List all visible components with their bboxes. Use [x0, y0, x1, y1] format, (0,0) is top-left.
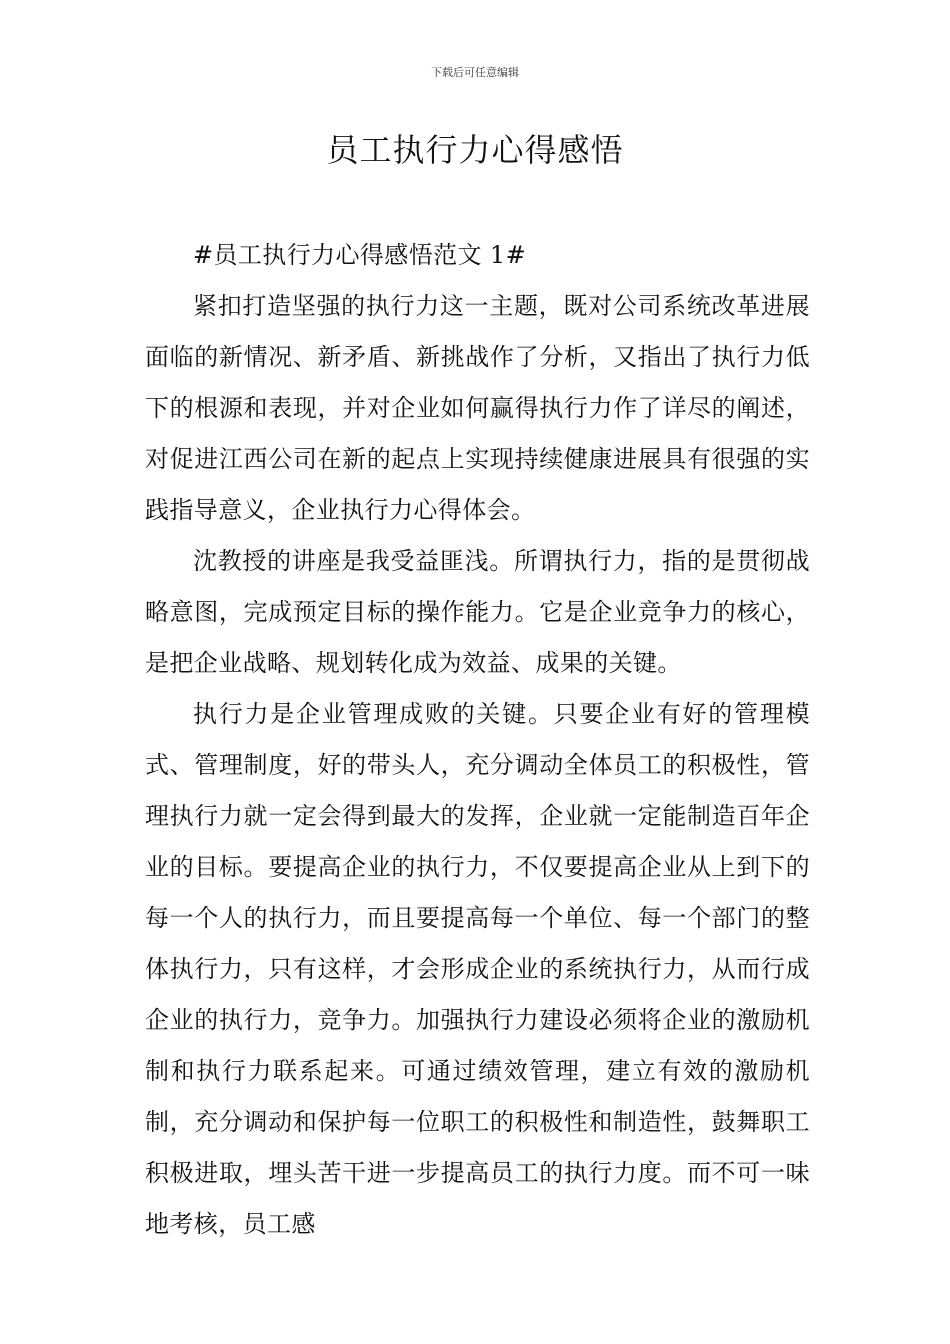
body-paragraph-3: 执行力是企业管理成败的关键。只要企业有好的管理模式、管理制度，好的带头人，充分调动全体员工的积极性，管理执行力就一定会得到最大的发挥，企业就一定能制造百年企业的目标。要提高企业的执行力，不仅要提高企业从上到下的每一个人的执行力，而且要提高每一个单位、每一个部门的整体执行力，只有这样，才会形成企业的系统执行力，从而行成企业的执行力，竞争力。加强执行力建设必须将企业的激励机制和执行力联系起来。可通过绩效管理，建立有效的激励机制，充分调动和保护每一位职工的积极性和制造性，鼓舞职工积极进取，埋头苦干进一步提高员工的执行力度。而不可一味地考核，员工感: [145, 700, 810, 1238]
body-paragraph-1: 紧扣打造坚强的执行力这一主题，既对公司系统改革进展面临的新情况、新矛盾、新挑战作了分析，又指出了执行力低下的根源和表现，并对企业如何赢得执行力作了详尽的阐述，对促进江西公司在新的起点上实现持续健康进展具有很强的实践指导意义，企业执行力心得体会。: [145, 292, 810, 524]
body-paragraph-2: 沈教授的讲座是我受益匪浅。所谓执行力，指的是贯彻战略意图，完成预定目标的操作能力。它是企业竞争力的核心，是把企业战略、规划转化成为效益、成果的关键。: [145, 547, 810, 677]
document-title: 员工执行力心得感悟: [326, 131, 624, 169]
header-note: 下载后可任意编辑: [431, 66, 519, 79]
document-body: [145, 230, 810, 1250]
section-heading: #员工执行力心得感悟范文 1#: [193, 241, 527, 269]
